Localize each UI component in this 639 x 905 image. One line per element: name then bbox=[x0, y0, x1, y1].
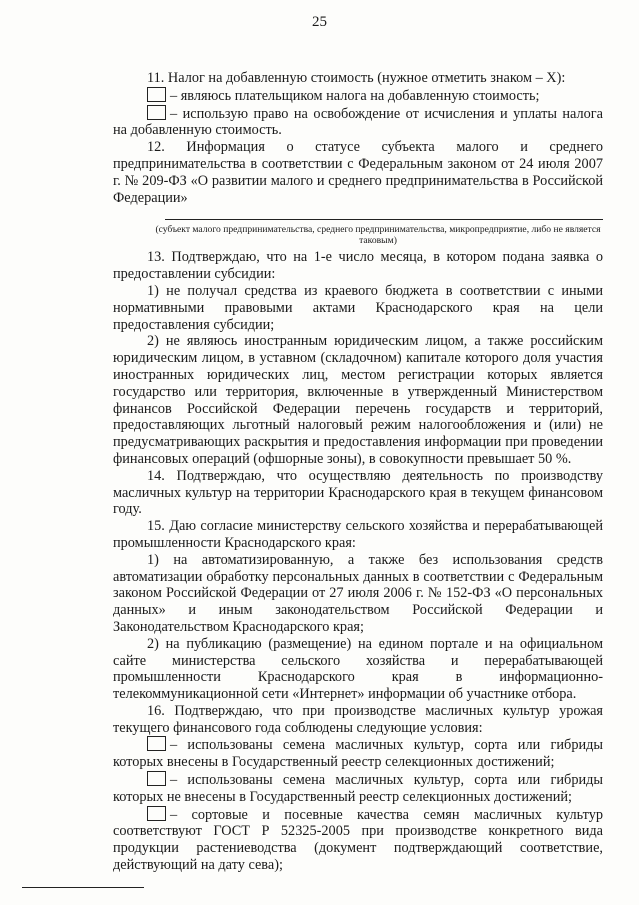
item-16-option-3-text: – сортовые и посевные качества семян масличных культур соответствуют ГОСТ Р 52325-2005 при производстве конкретного вида продукции растениеводства (документ подтверждающий соответствие, действующий на дату сева); bbox=[113, 806, 603, 874]
item-16-option-2-text: – использованы семена масличных культур, сорта или гибриды которых не внесены в Государственный реестр селекционных достижений; bbox=[113, 772, 603, 805]
checkbox-vat-exemption[interactable] bbox=[147, 105, 166, 120]
checkbox-seed-quality-gost[interactable] bbox=[147, 806, 166, 821]
item-15-sub-1: 1) на автоматизированную, а также без использования средств автоматизации обработку персональных данных в соответствии с Федеральным законом Российской Федерации от 27 июля 2006 г. № 152-ФЗ «О персональных данных» и иным законодательством Российской Федерации и Законодательством Краснодарского края; bbox=[113, 551, 603, 635]
item-11-option-1 bbox=[113, 87, 603, 105]
item-11-option-2-text: – использую право на освобождение от исчисления и уплаты налога на добавленную стоимость. bbox=[113, 105, 603, 139]
sme-status-underline bbox=[165, 219, 603, 220]
item-13-text: 13. Подтверждаю, что на 1-е число месяца, в котором подана заявка о предоставлении субсидии: bbox=[113, 249, 603, 283]
item-15-sub-2: 2) на публикацию (размещение) на едином портале и на официальном сайте министерства сельского хозяйства и перерабатывающей промышленности Краснодарского края в информационно-телекоммуникационной сети «Интернет» информации об участнике отбора. bbox=[113, 635, 603, 703]
item-16-option-2 bbox=[113, 771, 603, 806]
footnote-separator bbox=[22, 887, 144, 888]
item-12-text: 12. Информация о статусе субъекта малого и среднего предпринимательства в соответствии с Федеральным законом от 24 июля 2007 г. № 209-ФЗ «О развитии малого и среднего предпринимательства в Российской Федерации» bbox=[113, 139, 603, 206]
item-16-option-1 bbox=[113, 736, 603, 771]
checkbox-seeds-not-registered[interactable] bbox=[147, 771, 166, 786]
item-14-text: 14. Подтверждаю, что осуществляю деятельность по производству масличных культур на территории Краснодарского края в текущем финансовом году. bbox=[113, 467, 603, 518]
sme-status-field[interactable] bbox=[113, 206, 603, 220]
item-13-sub-2: 2) не являюсь иностранным юридическим лицом, а также российским юридическим лицом, в уставном (складочном) капитале которого доля участия иностранных юридических лиц, местом регистрации которых является государство или территория, включенные в утвержденный Министерством финансов Российской Федерации перечень государств и территорий, предоставляющих льготный налоговый режим налогообложения и (или) не предусматривающих раскрытия и предоставления информации при проведении финансовых операций (офшорные зоны), в совокупности превышает 50 %. bbox=[113, 333, 603, 467]
item-11-heading: 11. Налог на добавленную стоимость (нужное отметить знаком – Х): bbox=[147, 70, 566, 86]
document-body bbox=[113, 70, 603, 874]
item-11-option-1-text: – являюсь плательщиком налога на добавленную стоимость; bbox=[170, 87, 540, 104]
item-11-option-2 bbox=[113, 105, 603, 140]
item-16-text: 16. Подтверждаю, что при производстве масличных культур урожая текущего финансового года соблюдены следующие условия: bbox=[113, 702, 603, 736]
checkbox-seeds-registered[interactable] bbox=[147, 736, 166, 751]
checkbox-vat-payer[interactable] bbox=[147, 87, 166, 102]
item-15-text: 15. Даю согласие министерству сельского хозяйства и перерабатывающей промышленности Краснодарского края: bbox=[113, 518, 603, 551]
page-number: 25 bbox=[312, 14, 327, 30]
sme-status-caption: (субъект малого предпринимательства, среднего предпринимательства, микропредприятие, либо не является таковым) bbox=[155, 224, 601, 247]
item-13-sub-1: 1) не получал средства из краевого бюджета в соответствии с иными нормативными правовыми актами Краснодарского края на цели предоставления субсидии; bbox=[113, 282, 603, 333]
item-16-option-1-text: – использованы семена масличных культур, сорта или гибриды которых внесены в Государственный реестр селекционных достижений; bbox=[113, 737, 603, 771]
item-16-option-3 bbox=[113, 806, 603, 874]
